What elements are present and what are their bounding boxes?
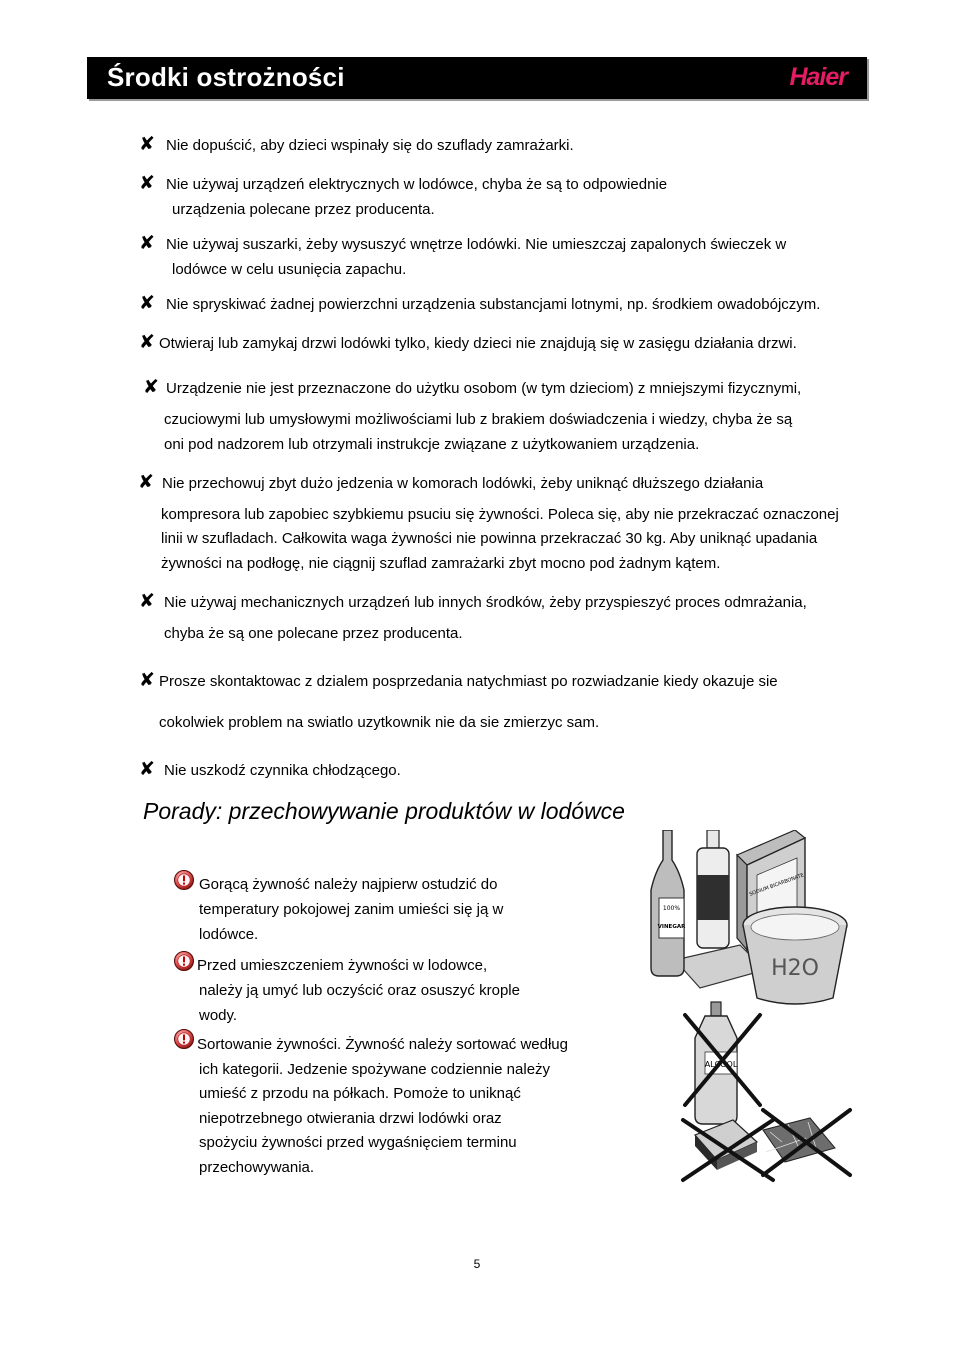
tip-text: Gorącą żywność należy najpierw ostudzić do [199,876,498,893]
page-title: Środki ostrożności [107,62,345,92]
vinegar-label: VINEGAR [657,924,686,930]
cross-mark-icon: ✘ [143,376,159,398]
tip-text: Przed umieszczeniem żywności w lodowce, [197,957,488,974]
alcohol-label: ALCOOL [704,1060,738,1069]
precaution-text: linii w szufladach. Całkowita waga żywności nie powinna przekraczać 30 kg. Aby uniknąć upadania [161,530,818,547]
cross-mark-icon: ✘ [139,133,155,155]
cross-mark-icon: ✘ [139,758,155,780]
tip-text: spożyciu żywności przed wygaśnięciem terminu [199,1134,517,1151]
cross-mark-icon: ✘ [139,292,155,314]
cross-mark-icon: ✘ [139,331,155,353]
cleaning-products-illustration [645,830,860,1185]
cross-mark-icon: ✘ [139,172,155,194]
tip-text: wody. [199,1007,238,1024]
warning-icon [173,950,195,972]
bucket-label: H2O [771,956,819,981]
tip-text: należy ją umyć lub oczyścić oraz osuszyć krople [199,982,520,999]
warning-icon [173,1028,195,1050]
page-number: 5 [473,1257,481,1271]
precaution-text: Urządzenie nie jest przeznaczone do użytku osobom (w tym dzieciom) z mniejszymi fizycznymi, [166,380,802,397]
precaution-text: Prosze skontaktowac z dzialem posprzedania natychmiast po rozwiadzanie kiedy okazuje sie [159,673,778,690]
tip-text: przechowywania. [199,1159,315,1176]
precaution-text: Nie uszkodź czynnika chłodzącego. [164,762,401,779]
precaution-text: czuciowymi lub umysłowymi możliwościami lub z brakiem doświadczenia i wiedzy, chyba że są [164,411,793,428]
precaution-text: oni pod nadzorem lub otrzymali instrukcje związane z użytkowaniem urządzenia. [164,436,700,453]
precaution-text: chyba że są one polecane przez producenta. [164,625,463,642]
page-header [87,57,867,99]
cross-mark-icon: ✘ [139,232,155,254]
warning-icon [173,869,195,891]
tip-text: niepotrzebnego otwierania drzwi lodówki oraz [199,1110,502,1127]
tip-text: ich kategorii. Jedzenie spożywane codziennie należy [199,1061,551,1078]
tip-text: umieść z przodu na półkach. Pomoże to uniknąć [199,1085,521,1102]
precaution-text: Nie używaj mechanicznych urządzeń lub innych środków, żeby przyspieszyć proces odmrażania, [164,594,807,611]
precaution-text: Nie używaj urządzeń elektrycznych w lodówce, chyba że są to odpowiednie [166,176,668,193]
tip-text: Sortowanie żywności. Żywność należy sortować według [197,1036,568,1053]
cross-mark-icon: ✘ [139,590,155,612]
cross-mark-icon: ✘ [139,669,155,691]
haier-logo: Haier [789,63,847,91]
precaution-text: urządzenia polecane przez producenta. [172,201,435,218]
precaution-text: Nie przechowuj zbyt dużo jedzenia w komorach lodówki, żeby uniknąć dłuższego działania [162,475,764,492]
precaution-text: kompresora lub zapobiec szybkiemu psuciu się żywności. Poleca się, aby nie przekraczać oznaczonej [161,506,839,523]
tip-text: lodówce. [199,926,259,943]
box-label: SODIUM BICARBONATE [748,872,805,898]
precaution-text: Nie spryskiwać żadnej powierzchni urządzenia substancjami lotnymi, np. środkiem owadobójczym. [166,296,821,313]
precaution-text: lodówce w celu usunięcia zapachu. [172,261,407,278]
precaution-text: żywności na podłogę, nie ciągnij szuflad zamrażarki zbyt mocno pod żadnym kątem. [161,555,721,572]
tip-text: temperatury pokojowej zanim umieści się ją w [199,901,504,918]
cross-mark-icon: ✘ [138,471,154,493]
precaution-text: Otwieraj lub zamykaj drzwi lodówki tylko, kiedy dzieci nie znajdują się w zasięgu działania drzwi. [159,335,797,352]
vinegar-label-top: 100% [662,905,681,912]
precaution-text: cokolwiek problem na swiatlo uzytkownik nie da sie zmierzyc sam. [159,714,600,731]
precaution-text: Nie dopuścić, aby dzieci wspinały się do szuflady zamrażarki. [166,137,574,154]
precaution-text: Nie używaj suszarki, żeby wysuszyć wnętrze lodówki. Nie umieszczaj zapalonych świeczek w [166,236,787,253]
tips-title: Porady: przechowywanie produktów w lodówce [143,798,625,824]
